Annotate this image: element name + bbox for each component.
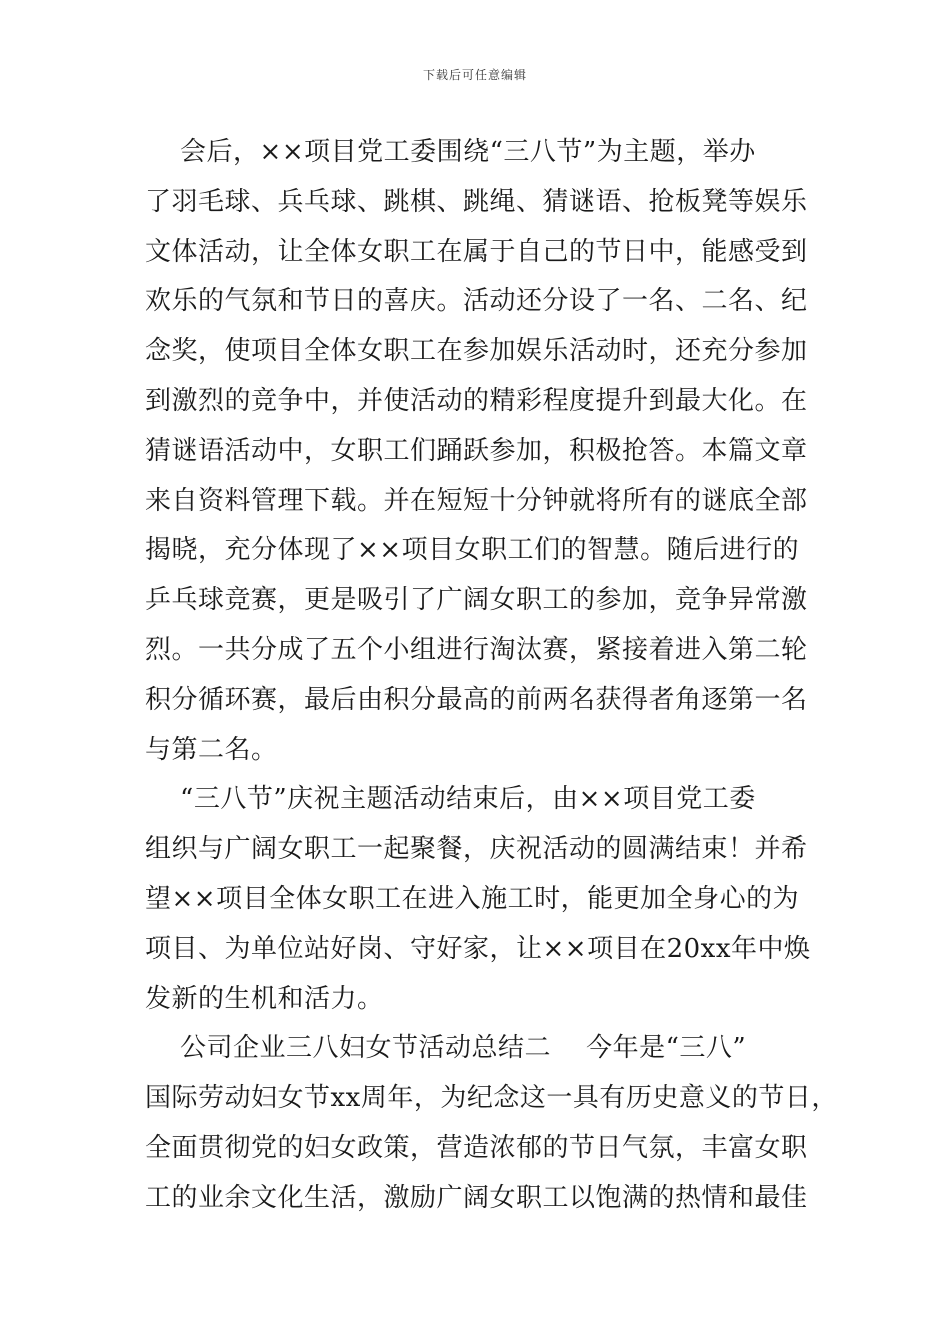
text-line: 烈。一共分成了五个小组进行淘汰赛，紧接着进入第二轮	[145, 634, 808, 665]
text-line: 欢乐的气氛和节日的喜庆。活动还分设了一名、二名、纪	[145, 286, 808, 317]
text-line: 念奖，使项目全体女职工在参加娱乐活动时，还充分参加	[145, 336, 808, 367]
document-body	[145, 128, 838, 1224]
text-line: 会后，××项目党工委围绕“三八节”为主题，举办	[145, 137, 756, 167]
text-line: 到激烈的竞争中，并使活动的精彩程度提升到最大化。在	[145, 385, 808, 416]
text-line: 了羽毛球、兵乓球、跳棋、跳绳、猜谜语、抢板凳等娱乐	[145, 186, 808, 217]
text-line: 工的业余文化生活，激励广阔女职工以饱满的热情和最佳	[145, 1182, 808, 1213]
text-line: 项目、为单位站好岗、守好家，让××项目在20xx年中焕	[145, 933, 811, 964]
text-line: 国际劳动妇女节xx周年，为纪念这一具有历史意义的节日，	[145, 1083, 838, 1114]
text-line: 组织与广阔女职工一起聚餐，庆祝活动的圆满结束！并希	[145, 834, 808, 865]
text-line: 发新的生机和活力。	[145, 983, 384, 1014]
text-line: 望××项目全体女职工在进入施工时，能更加全身心的为	[145, 883, 800, 914]
text-line: 猜谜语活动中，女职工们踊跃参加，积极抢答。本篇文章	[145, 435, 808, 466]
text-line: 来自资料管理下载。并在短短十分钟就将所有的谜底全部	[145, 485, 808, 516]
text-line: 乒乓球竞赛，更是吸引了广阔女职工的参加，竞争异常激	[145, 585, 808, 616]
text-line: 与第二名。	[145, 734, 278, 765]
text-line: 积分循环赛，最后由积分最高的前两名获得者角逐第一名	[145, 684, 808, 715]
text-line: “三八节”庆祝主题活动结束后，由××项目党工委	[145, 784, 756, 815]
text-line: 公司企业三八妇女节活动总结二 今年是“三八”	[145, 1033, 747, 1064]
text-line: 文体活动，让全体女职工在属于自己的节日中，能感受到	[145, 236, 808, 267]
text-line: 揭晓，充分体现了××项目女职工们的智慧。随后进行的	[145, 535, 800, 566]
text-line: 全面贯彻党的妇女政策，营造浓郁的节日气氛，丰富女职	[145, 1132, 808, 1163]
page-header: 下载后可任意编辑	[422, 68, 527, 82]
